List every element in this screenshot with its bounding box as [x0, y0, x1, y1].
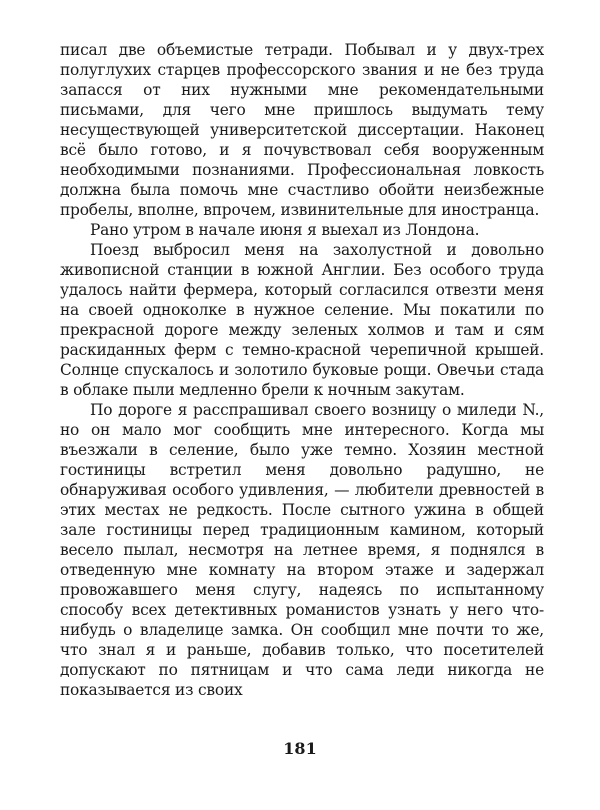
- paragraph-1: писал две объемистые тетради. Побывал и у двух-трех полуглухих старцев профессорского звания и не без труда запасся от них нужными мне рекомендательными письмами, для чего мне пришлось выдумать тему несуществующей университетской диссертации. Наконец всё было готово, и я почувствовал себя вооруженным необходимыми познаниями. Профессиональная ловкость должна была помочь мне счастливо обойти неизбежные пробелы, вполне, впрочем, извинительные для иностранца.: [60, 41, 544, 219]
- paragraph-2: Рано утром в начале июня я выехал из Лондона.: [90, 221, 480, 239]
- body-text: [60, 40, 544, 700]
- paragraph-3: Поезд выбросил меня на захолустной и довольно живописной станции в южной Англии. Без особого труда удалось найти фермера, который согласился отвезти меня на своей одноколке в нужное селение. Мы покатили по прекрасной дороге между зеленых холмов и там и сям раскиданных ферм с темно-красной черепичной крышей. Солнце спускалось и золотило буковые рощи. Овечьи стада в облаке пыли медленно брели к ночным закутам.: [60, 241, 544, 399]
- page-number: 181: [283, 739, 317, 758]
- paragraph-4: По дороге я расспрашивал своего возницу о миледи N., но он мало мог сообщить мне интересного. Когда мы въезжали в селение, было уже темно. Хозяин местной гостиницы встретил меня довольно радушно, не обнаруживая особого удивления, — любители древностей в этих местах не редкость. После сытного ужина в общей зале гостиницы перед традиционным камином, который весело пылал, несмотря на летнее время, я поднялся в отведенную мне комнату на втором этаже и задержал провожавшего меня слугу, надеясь по испытанному способу всех детективных романистов узнать у него что-нибудь о владелице замка. Он сообщил мне почти то же, что знал я и раньше, добавив только, что посетителей допускают по пятницам и что сама леди никогда не показывается из своих: [60, 401, 544, 699]
